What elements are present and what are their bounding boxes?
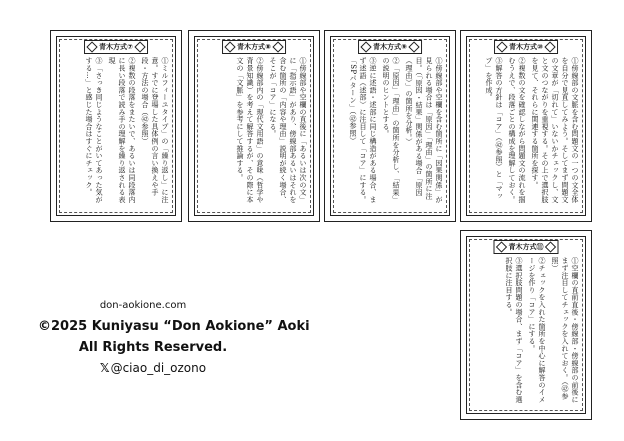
rule-card-8	[188, 30, 320, 222]
rule-card-7	[50, 30, 182, 222]
rule-card-10	[460, 30, 592, 222]
card-paragraph: ①傍線部の文脈を含む問題文の一つの文全体を自分で見直してみよう。そしてまず問題文の文章が「切れて」いないかチェックし、文と文のつながりを重視する。その上で選択肢を見て、それらに関連する箇所を探す。	[531, 57, 579, 203]
copyright-line: ©2025 Kuniyasu “Don Aokione” Aoki	[38, 319, 310, 334]
card-paragraph: ③解答の方針は「コア」（㊷参照）と「マップ」を作成。	[485, 57, 503, 200]
card-body	[472, 257, 580, 408]
card-paragraph: ②「原因」「理由」の箇所を分析し、「結果」の説明のヒントとする。	[382, 57, 400, 204]
card-paragraph: ②チェックを入れた箇所を中心に解答のイメージを作り「コア」にする。	[528, 257, 546, 403]
card-title: 青木方式⑦	[84, 40, 148, 54]
social-handle	[38, 361, 268, 375]
card-paragraph: ②傍線部内の「現代文用語」の意味（哲学や背景知識）を考えて解答するが、その際に本文の「文脈」を参考にして推論する。	[236, 57, 264, 203]
card-body	[62, 57, 170, 210]
card-paragraph: ②複数の段落をまたいで、あるいは同段落内に長い段落で読み手の理解を繰り返される表現	[108, 57, 136, 203]
card-paragraph: ②複数の文を確認しながら問題文の流れを掴むうえで、段落ごとの構成を理解しておく。	[508, 57, 526, 203]
rule-card-11	[460, 230, 592, 420]
card-paragraph: ①傍線部や空欄を含む箇所に「因果関係」が見られる場合は「原因」「理由」の箇所に注目。（「原因・結果」関係がある場合「原因（理由）」の箇所を分析。）	[405, 57, 443, 203]
card-paragraph: ③「さっき同じようなことがいてあった気がする…」と感じた場合はすぐにチェック。	[85, 57, 103, 203]
card-paragraph: ①ミルフィーユタイプ」の「繰り返し」に注意。すでに登場した具体例の言い換えや手段・方法の場合（㊷参照）	[141, 57, 169, 203]
credits-block	[38, 300, 310, 375]
card-title: 青木方式⑪	[494, 240, 559, 254]
card-title: 青木方式⑧	[222, 40, 286, 54]
card-paragraph: ①空欄の直前直後・傍線部・傍線部の前後にまず注目してチェックを入れておく。（㊷参照）	[551, 257, 579, 403]
rights-line: All Rights Reserved.	[78, 340, 228, 355]
card-paragraph: ③選択肢問題の場合、まず「コア」を含む選択肢に注目する。	[505, 257, 523, 403]
card-body	[336, 57, 444, 210]
rule-card-9	[324, 30, 456, 222]
card-paragraph: ①傍線部や空欄の直後に「あるいは次の文」に「指示語」があり、傍線部あるいはそれを含む箇所の「内容や理由」説明が続く場合、そこが「コア」になる。	[269, 57, 307, 203]
handle-text: @ciao_di_ozono	[110, 361, 207, 375]
card-paragraph: ③逆に述語・述部に同じ構造がある場合、まず述語（述部）に注目して「コア」にする。「SPパターン」（㊷参照）	[349, 57, 377, 203]
card-body	[200, 57, 308, 210]
card-title: 青木方式⑩	[494, 40, 558, 54]
x-logo-icon: 𝕏	[99, 361, 110, 375]
card-body	[472, 57, 580, 210]
site-url: don-aokione.com	[99, 300, 187, 311]
card-title: 青木方式⑨	[358, 40, 422, 54]
